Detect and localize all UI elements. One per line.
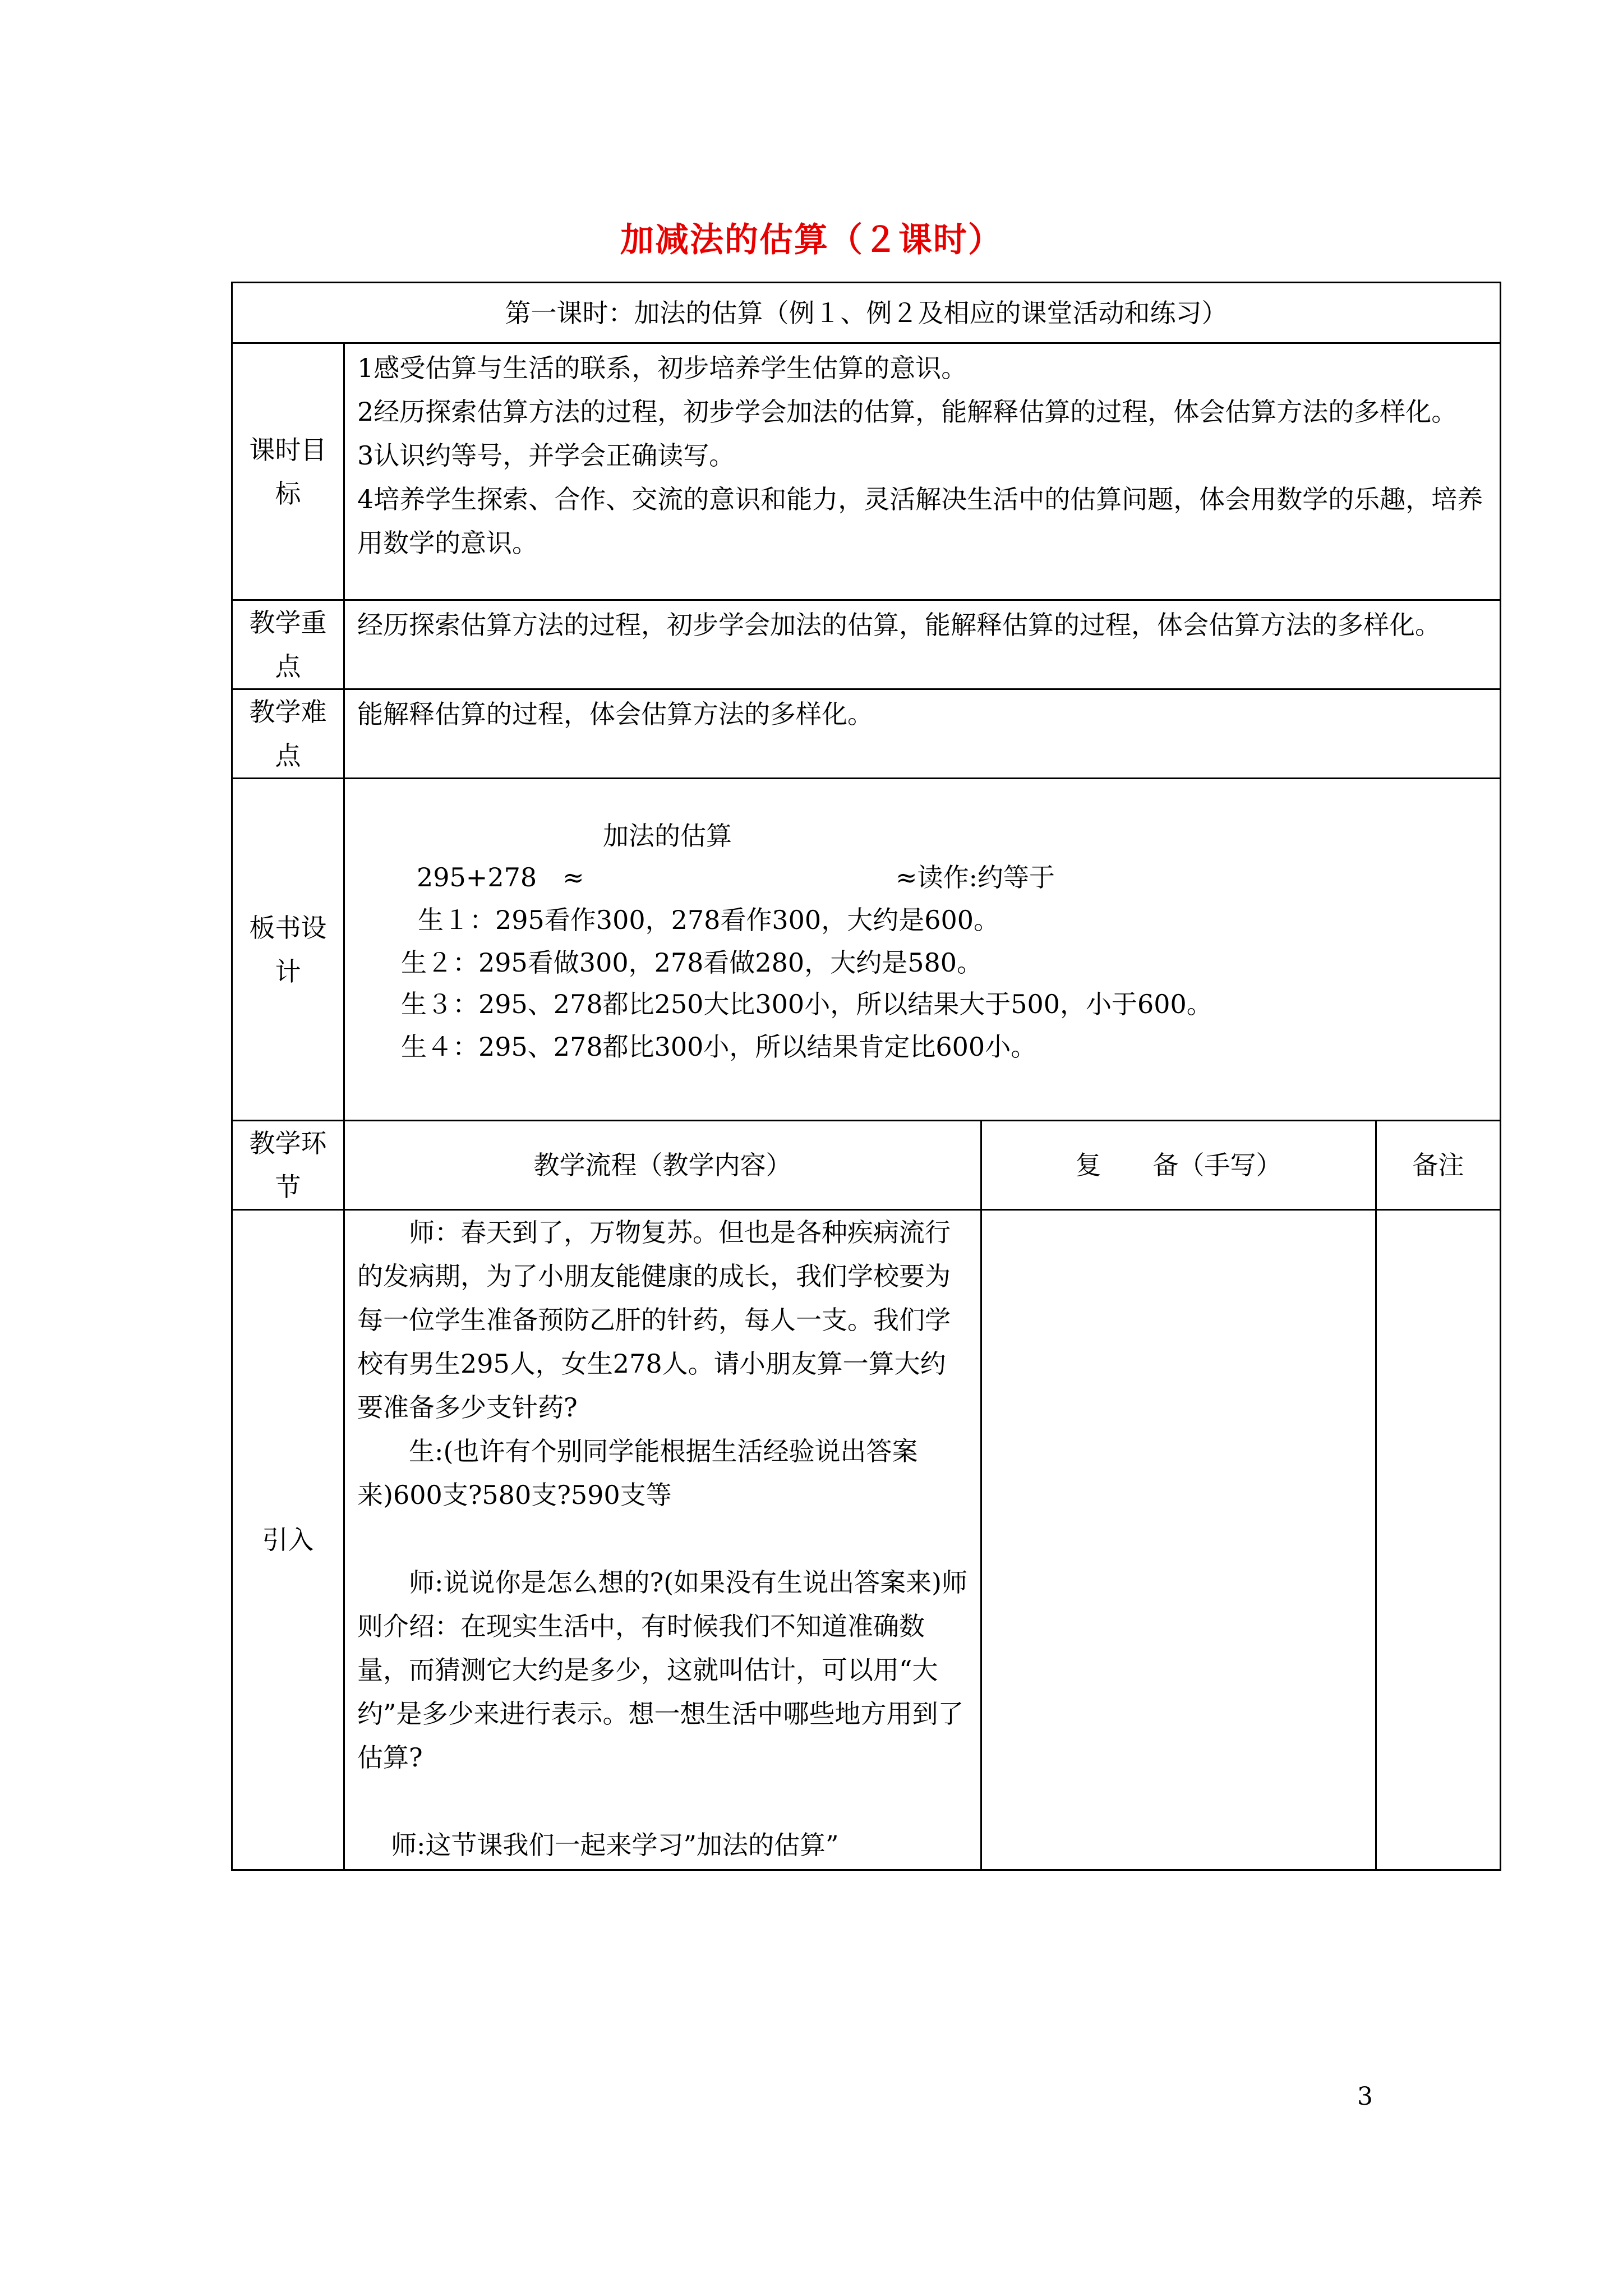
difficulties-row [232, 689, 1501, 779]
key-points-content: 经历探索估算方法的过程，初步学会加法的估算，能解释估算的过程，体会估算方法的多样化。 [344, 600, 1501, 689]
intro-paragraph: 师:说说你是怎么想的?(如果没有生说出答案来)师则介绍：在现实生活中，有时候我们不知道准确数量，而猜测它大约是多少，这就叫估计，可以用“大约”是多少来进行表示。想一想生活中哪些地方用到了估算? [357, 1567, 968, 1773]
key-points-label: 教学重点 [232, 600, 344, 689]
goal-item: 4培养学生探索、合作、交流的意识和能力，灵活解决生活中的估算问题，体会用数学的乐趣，培养用数学的意识。 [357, 484, 1483, 558]
stage-header: 教学环节 [232, 1121, 344, 1210]
intro-content [344, 1210, 981, 1870]
content-header: 教学流程（教学内容） [344, 1121, 981, 1210]
difficulties-label: 教学难点 [232, 689, 344, 779]
board-line: 生２：295看做300，278看做280，大约是580。 [401, 947, 983, 978]
review-header: 复 备（手写） [981, 1121, 1376, 1210]
goal-item: 2经历探索估算方法的过程，初步学会加法的估算，能解释估算的过程，体会估算方法的多样化。 [357, 397, 1458, 427]
goal-item: 1感受估算与生活的联系，初步培养学生估算的意识。 [357, 353, 967, 383]
difficulties-content: 能解释估算的过程，体会估算方法的多样化。 [344, 689, 1501, 779]
process-header-row [232, 1121, 1501, 1210]
intro-label: 引入 [232, 1210, 344, 1870]
board-label: 板书设计 [232, 779, 344, 1121]
goals-content [344, 343, 1501, 600]
board-line: 生３：295、278都比250大比300小，所以结果大于500，小于600。 [401, 989, 1212, 1019]
intro-paragraph: 生:(也许有个别同学能根据生活经验说出答案来)600支?580支?590支等 [357, 1436, 918, 1510]
goals-label: 课时目标 [232, 343, 344, 600]
board-heading: 加法的估算 [603, 821, 732, 851]
intro-paragraph: 师：春天到了，万物复苏。但也是各种疾病流行的发病期，为了小朋友能健康的成长，我们学校要为每一位学生准备预防乙肝的针药，每人一支。我们学校有男生295人，女生278人。请小朋友算一算大约要准备多少支针药? [357, 1217, 951, 1423]
remarks-cell[interactable] [1376, 1210, 1501, 1870]
lesson-header: 第一课时：加法的估算（例１、例２及相应的课堂活动和练习） [232, 283, 1501, 343]
board-content [344, 779, 1501, 1121]
remarks-header: 备注 [1376, 1121, 1501, 1210]
board-line: 生１：295看作300，278看作300，大约是600。 [418, 905, 999, 935]
board-expression: 295+278 ≈ [417, 862, 584, 892]
key-points-row [232, 600, 1501, 689]
intro-paragraph: 师:这节课我们一起来学习”加法的估算” [391, 1830, 839, 1860]
document-title: 加减法的估算（２课时） [620, 220, 1003, 260]
lesson-plan-table [231, 282, 1501, 1871]
review-cell[interactable] [981, 1210, 1376, 1870]
goal-item: 3认识约等号，并学会正确读写。 [357, 440, 735, 471]
page-number: 3 [1357, 2082, 1373, 2111]
intro-row [232, 1210, 1501, 1870]
goals-row [232, 343, 1501, 600]
board-line: 生４：295、278都比300小，所以结果肯定比600小。 [401, 1032, 1037, 1062]
board-row [232, 779, 1501, 1121]
lesson-header-row [232, 283, 1501, 343]
board-note: ≈读作:约等于 [896, 862, 1055, 892]
